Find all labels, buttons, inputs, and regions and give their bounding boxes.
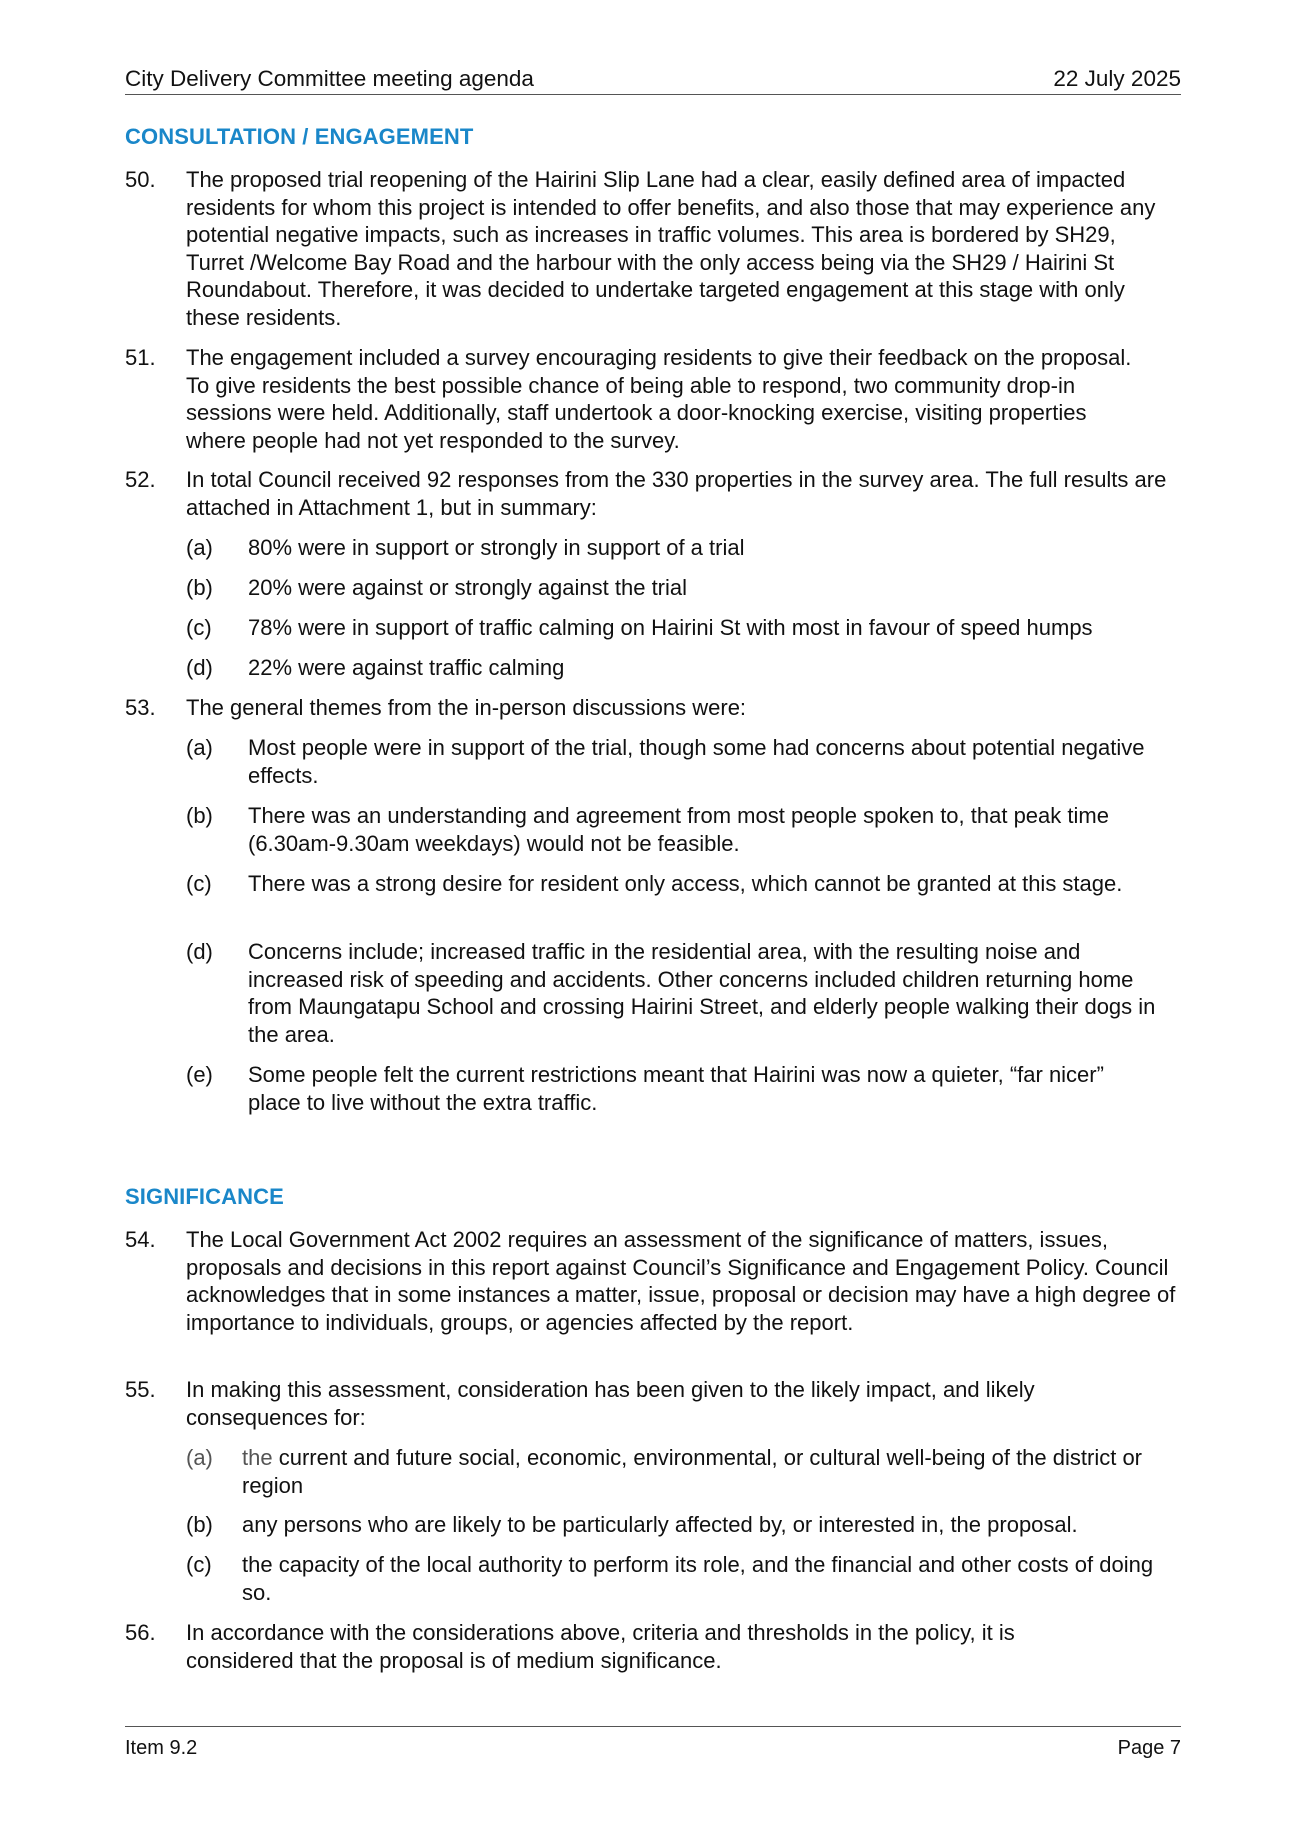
list-item-52d [186,654,1186,682]
list-label: (a) [186,1445,213,1470]
list-text: 80% were in support or strongly in support of a trial [248,535,745,560]
list-label: (a) [186,535,213,560]
paragraph-56 [125,1619,1185,1674]
paragraph-text: The Local Government Act 2002 requires an assessment of the significance of matters, issues, proposals and decisions in this report against Council’s Significance and Engagement Policy. Council acknowledges that in some instances a matter, issue, proposal or decision may have a high degree of importance to individuals, groups, or agencies affected by the report. [186,1227,1176,1335]
list-label: (a) [186,735,213,760]
list-text: any persons who are likely to be particularly affected by, or interested in, the proposal. [242,1512,1078,1537]
paragraph-54 [125,1226,1185,1336]
list-label: (c) [186,871,212,896]
list-label: (e) [186,1062,213,1087]
paragraph-text: The general themes from the in-person discussions were: [186,695,747,720]
paragraph-55 [125,1376,1185,1431]
heading-significance: SIGNIFICANCE [125,1184,284,1209]
list-label: (b) [186,803,213,828]
list-label: (b) [186,575,213,600]
paragraph-number: 53. [125,695,156,720]
list-text: Concerns include; increased traffic in the residential area, with the resulting noise and increased risk of speeding and accidents. Other concerns included children returning home from Maungatapu School and crossing Hairini Street, and elderly people walking their dogs in the area. [248,939,1156,1047]
list-item-53b [186,802,1186,857]
paragraph-51 [125,344,1185,454]
paragraph-number: 52. [125,467,156,492]
list-label: (c) [186,1552,212,1577]
page-number: Page 7 [1117,1737,1181,1759]
list-text: There was an understanding and agreement from most people spoken to, that peak time (6.30am-9.30am weekdays) would not be feasible. [248,803,1109,856]
list-item-53e [186,1061,1186,1116]
list-label: (d) [186,655,213,680]
list-item-55a [186,1444,1186,1499]
paragraph-number: 54. [125,1227,156,1252]
document-title: City Delivery Committee meeting agenda [125,66,534,91]
list-text: 78% were in support of traffic calming on Hairini St with most in favour of speed humps [248,615,1093,640]
page-header [125,66,1181,95]
list-item-53d [186,938,1186,1048]
list-text: the capacity of the local authority to perform its role, and the financial and other costs of doing so. [242,1552,1154,1605]
paragraph-50 [125,166,1185,331]
paragraph-number: 56. [125,1620,156,1645]
list-text: Some people felt the current restrictions meant that Hairini was now a quieter, “far nicer” place to live without the extra traffic. [248,1062,1104,1115]
list-item-52b [186,574,1186,602]
list-item-55c [186,1551,1186,1606]
paragraph-number: 51. [125,345,156,370]
paragraph-text: In making this assessment, consideration has been given to the likely impact, and likely consequences for: [186,1377,1035,1430]
page-footer [125,1726,1181,1759]
list-label: (b) [186,1512,213,1537]
paragraph-number: 50. [125,167,156,192]
heading-consultation: CONSULTATION / ENGAGEMENT [125,124,474,149]
list-item-52c [186,614,1186,642]
paragraph-number: 55. [125,1377,156,1402]
agenda-item-number: Item 9.2 [125,1737,198,1759]
list-item-52a [186,534,1186,562]
list-text: 20% were against or strongly against the trial [248,575,688,600]
paragraph-text: The engagement included a survey encouraging residents to give their feedback on the proposal. To give residents the best possible chance of being able to respond, two community drop-in sessions were held. Additionally, staff undertook a door-knocking exercise, visiting properties where people had not yet responded to the survey. [186,345,1132,453]
list-item-53a [186,734,1186,789]
list-text: current and future social, economic, environmental, or cultural well-being of the district or region [242,1445,1143,1498]
meeting-date: 22 July 2025 [1053,66,1181,91]
list-item-53c [186,870,1186,898]
list-text: There was a strong desire for resident only access, which cannot be granted at this stage. [248,871,1123,896]
paragraph-52 [125,466,1185,521]
paragraph-53 [125,694,1185,722]
list-text-lead: the [242,1445,273,1470]
paragraph-text: The proposed trial reopening of the Hairini Slip Lane had a clear, easily defined area of impacted residents for whom this project is intended to offer benefits, and also those that may experience any potential negative impacts, such as increases in traffic volumes. This area is bordered by SH29, Turret /Welcome Bay Road and the harbour with the only access being via the SH29 / Hairini St Roundabout. Therefore, it was decided to undertake targeted engagement at this stage with only these residents. [186,167,1156,330]
list-text: Most people were in support of the trial, though some had concerns about potential negative effects. [248,735,1145,788]
list-item-55b [186,1511,1186,1539]
list-text: 22% were against traffic calming [248,655,565,680]
list-label: (c) [186,615,212,640]
list-label: (d) [186,939,213,964]
paragraph-text: In accordance with the considerations above, criteria and thresholds in the policy, it is considered that the proposal is of medium significance. [186,1620,1015,1673]
paragraph-text: In total Council received 92 responses from the 330 properties in the survey area. The full results are attached in Attachment 1, but in summary: [186,467,1167,520]
